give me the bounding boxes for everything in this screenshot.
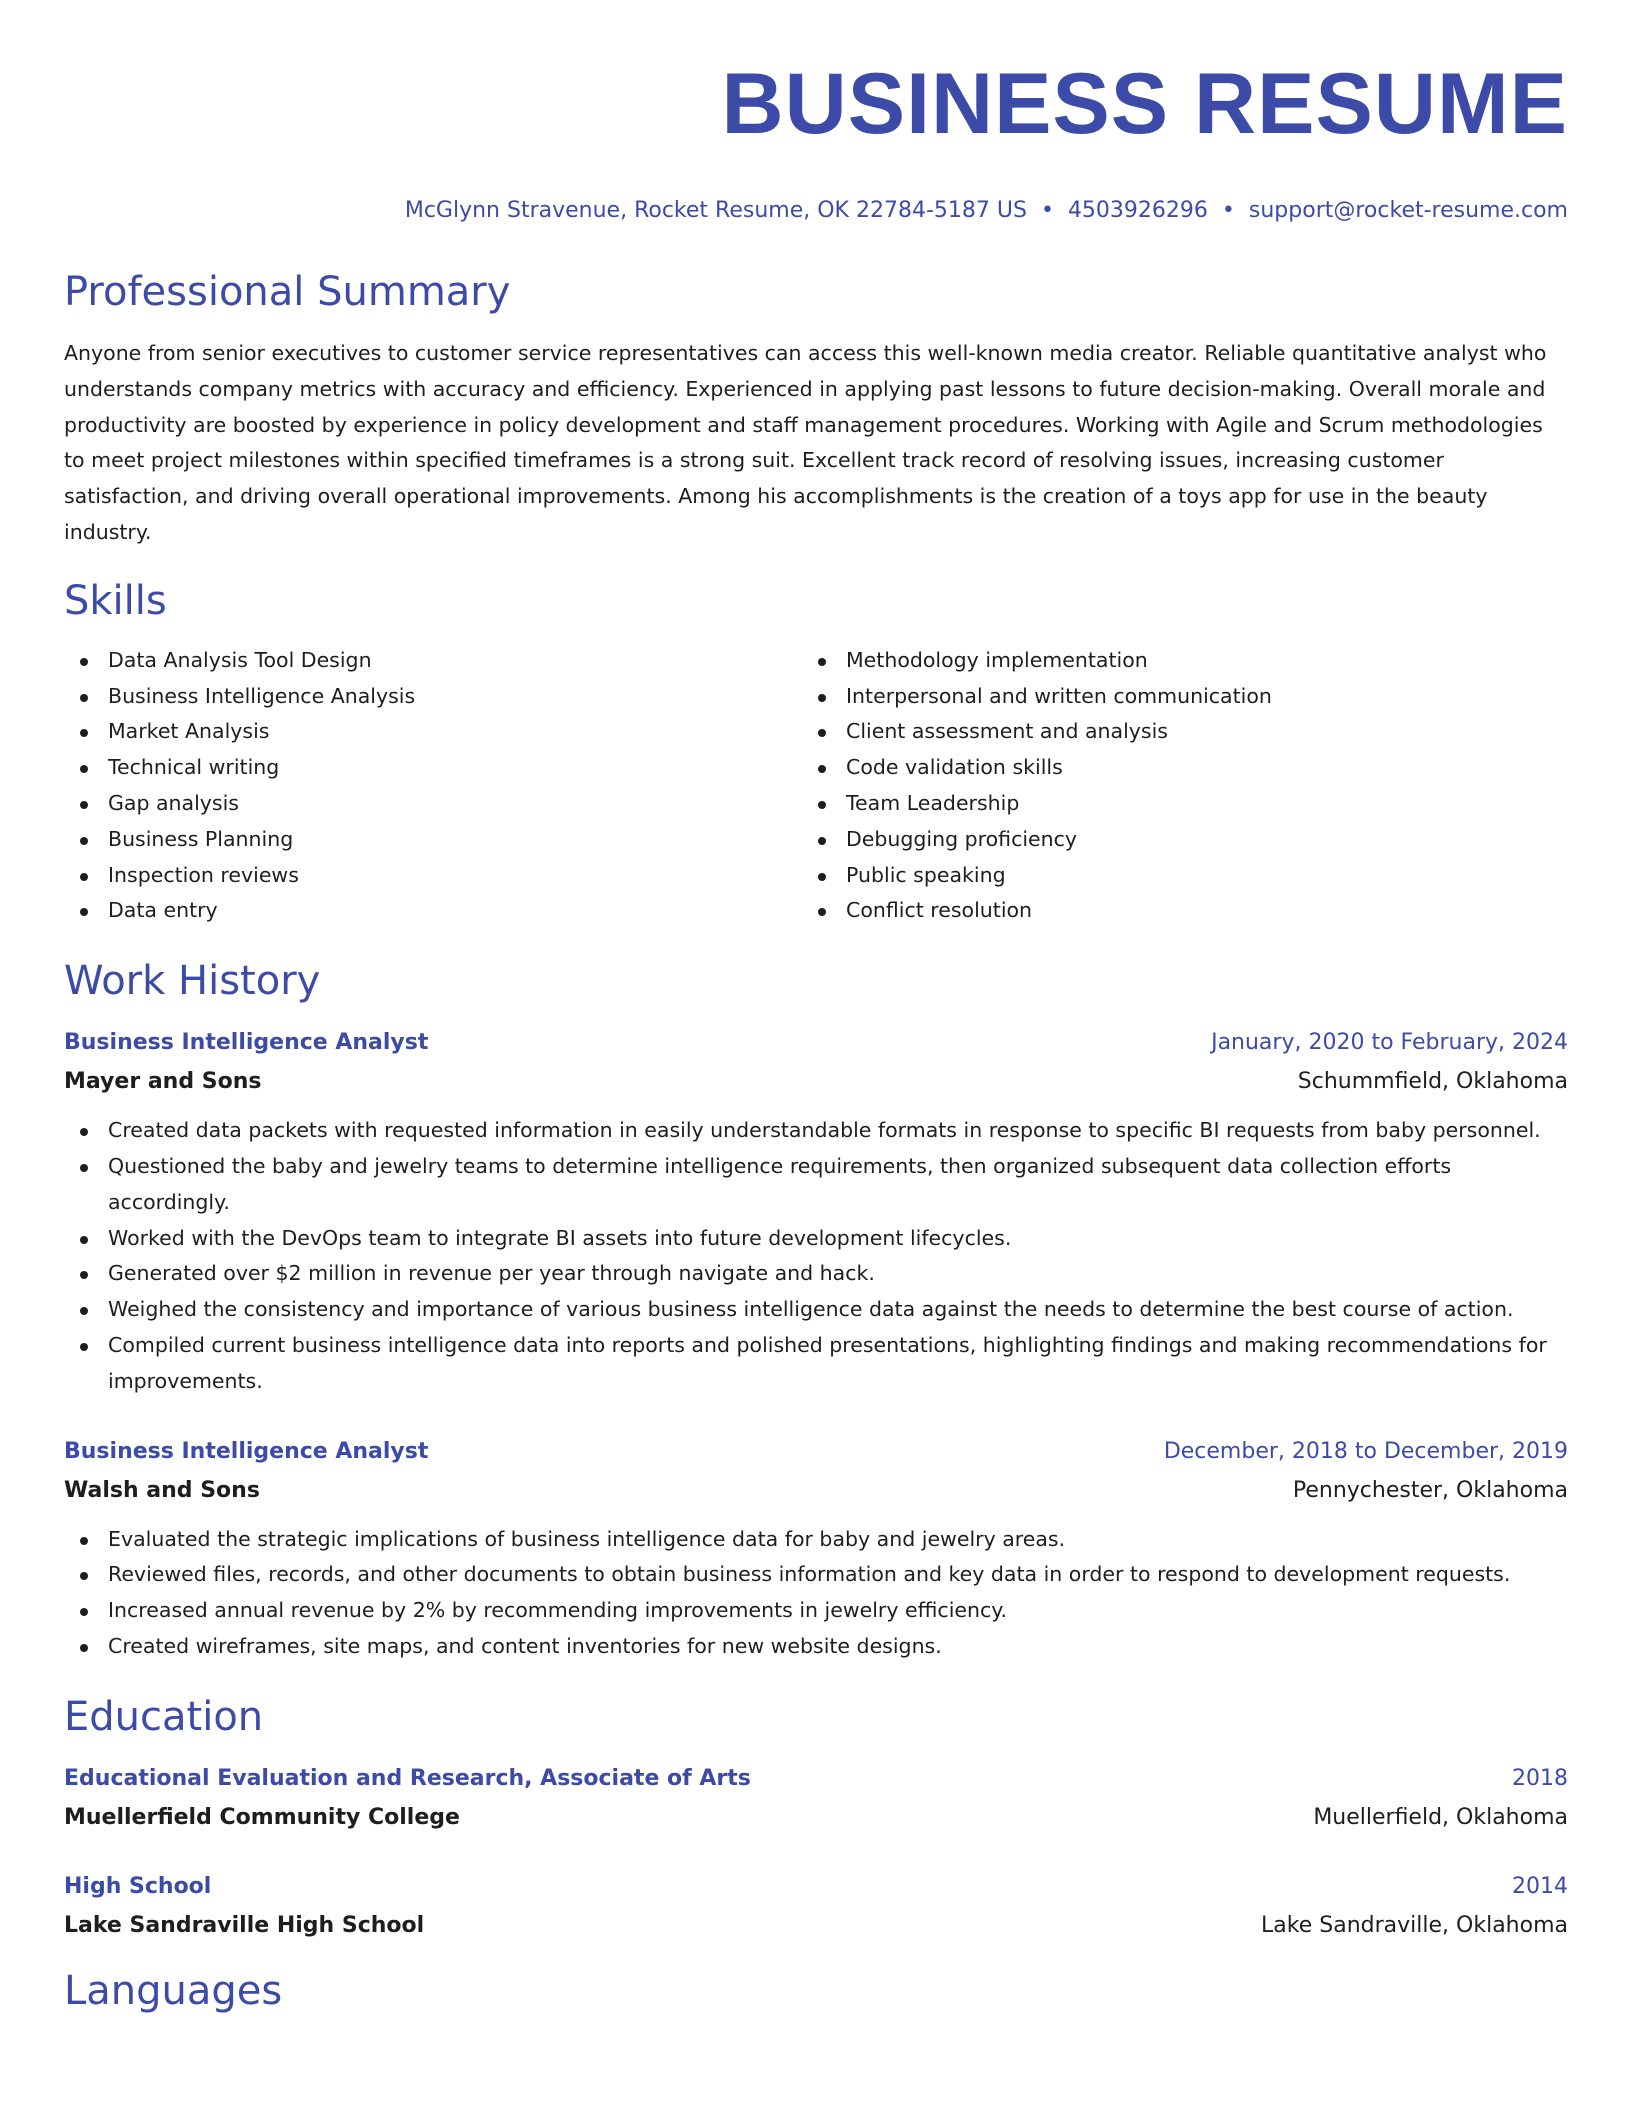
- job-bullet: Created data packets with requested information in easily understandable formats in response to specific BI requests from baby personnel.: [64, 1113, 1568, 1149]
- job-bullet: Evaluated the strategic implications of business intelligence data for baby and jewelry areas.: [64, 1522, 1568, 1558]
- skills-heading: Skills: [64, 577, 167, 624]
- job-bullet: Increased annual revenue by 2% by recommending improvements in jewelry efficiency.: [64, 1593, 1568, 1629]
- skill-item: Conflict resolution: [802, 893, 1540, 929]
- skill-item: Team Leadership: [802, 786, 1540, 822]
- skills-list: [64, 643, 1568, 929]
- education-school: Lake Sandraville High School: [64, 1912, 425, 1938]
- job-entry: [64, 1023, 1568, 1399]
- contact-phone[interactable]: 4503926296: [1067, 198, 1208, 223]
- summary-text: Anyone from senior executives to customer service representatives can access this well-known media creator. Reliable quantitative analyst who understands company metrics with accuracy and efficiency. Experienced in applying past lessons to future decision-making. Overall morale and productivity are boosted by experience in policy development and staff management procedures. Working with Agile and Scrum methodologies to meet project milestones within specified timeframes is a strong suit. Excellent track record of resolving issues, increasing customer satisfaction, and driving overall operational improvements. Among his accomplishments is the creation of a toys app for use in the beauty industry.: [64, 341, 1547, 544]
- job-title: Business Intelligence Analyst: [64, 1438, 429, 1464]
- skill-item: Code validation skills: [802, 750, 1540, 786]
- job-bullets: [64, 1113, 1568, 1399]
- job-bullet: Worked with the DevOps team to integrate BI assets into future development lifecycles.: [64, 1221, 1568, 1257]
- skill-item: Methodology implementation: [802, 643, 1540, 679]
- skills-column-right: [802, 643, 1540, 929]
- skill-item: Data entry: [64, 893, 802, 929]
- education-location: Muellerfield, Oklahoma: [1313, 1804, 1568, 1830]
- job-bullet: Compiled current business intelligence data into reports and polished presentations, highlighting findings and making recommendations for improvements.: [64, 1328, 1568, 1400]
- skill-item: Public speaking: [802, 858, 1540, 894]
- education-location: Lake Sandraville, Oklahoma: [1261, 1912, 1568, 1938]
- education-year: 2018: [1512, 1765, 1568, 1791]
- summary-heading: Professional Summary: [64, 269, 511, 315]
- skill-item: Interpersonal and written communication: [802, 679, 1540, 715]
- education-heading: Education: [64, 1693, 264, 1740]
- job-title: Business Intelligence Analyst: [64, 1030, 429, 1056]
- work-history-heading: Work History: [64, 958, 321, 1005]
- education-entry: [64, 1867, 1568, 1945]
- contact-separator: •: [1040, 198, 1054, 223]
- job-dates: December, 2018 to December, 2019: [1163, 1438, 1568, 1464]
- job-location: Pennychester, Oklahoma: [1292, 1477, 1568, 1503]
- skill-item: Technical writing: [64, 750, 802, 786]
- skill-item: Market Analysis: [64, 714, 802, 750]
- education-year: 2014: [1512, 1873, 1568, 1899]
- education-entry: [64, 1759, 1568, 1837]
- job-bullet: Created wireframes, site maps, and content inventories for new website designs.: [64, 1629, 1568, 1665]
- skill-item: Business Planning: [64, 822, 802, 858]
- job-bullet: Reviewed files, records, and other documents to obtain business information and key data in order to respond to development requests.: [64, 1557, 1568, 1593]
- skill-item: Gap analysis: [64, 786, 802, 822]
- education-school: Muellerfield Community College: [64, 1804, 460, 1830]
- resume-title: BUSINESS RESUME: [721, 56, 1568, 152]
- job-bullet: Generated over $2 million in revenue per year through navigate and hack.: [64, 1256, 1568, 1292]
- skill-item: Business Intelligence Analysis: [64, 679, 802, 715]
- job-bullet: Weighed the consistency and importance of various business intelligence data against the needs to determine the best course of action.: [64, 1292, 1568, 1328]
- skill-item: Data Analysis Tool Design: [64, 643, 802, 679]
- contact-line: [64, 196, 1568, 226]
- job-employer: Walsh and Sons: [64, 1477, 260, 1503]
- education-degree: Educational Evaluation and Research, Associate of Arts: [64, 1765, 751, 1791]
- job-employer: Mayer and Sons: [64, 1069, 262, 1095]
- job-location: Schummfield, Oklahoma: [1297, 1069, 1568, 1095]
- skill-item: Inspection reviews: [64, 858, 802, 894]
- contact-email[interactable]: support@rocket-resume.com: [1248, 198, 1568, 223]
- skill-item: Debugging proficiency: [802, 822, 1540, 858]
- job-dates: January, 2020 to February, 2024: [1211, 1030, 1568, 1056]
- job-bullet: Questioned the baby and jewelry teams to determine intelligence requirements, then organized subsequent data collection efforts accordingly.: [64, 1149, 1568, 1221]
- job-bullets: [64, 1522, 1568, 1665]
- contact-separator: •: [1221, 198, 1235, 223]
- skills-column-left: [64, 643, 802, 929]
- contact-address: McGlynn Stravenue, Rocket Resume, OK 22784-5187 US: [404, 198, 1027, 223]
- education-degree: High School: [64, 1873, 212, 1899]
- skill-item: Client assessment and analysis: [802, 714, 1540, 750]
- job-entry: [64, 1432, 1568, 1665]
- languages-heading: Languages: [64, 1967, 283, 2014]
